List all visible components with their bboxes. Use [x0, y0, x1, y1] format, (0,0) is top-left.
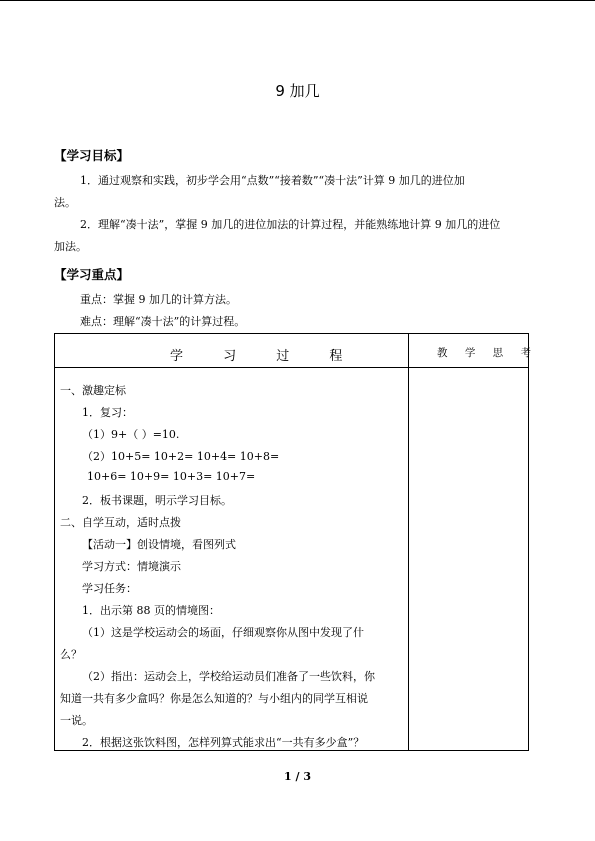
- table-line: 1．复习：: [82, 406, 133, 419]
- table-header-divider: [54, 367, 529, 368]
- table-line: 10+6= 10+9= 10+3= 10+7=: [87, 470, 256, 483]
- table-line: （2）指出：运动会上，学校给运动员们准备了一些饮料，你: [82, 670, 375, 683]
- table-line: （2）10+5= 10+2= 10+4= 10+8=: [82, 450, 280, 463]
- table-line: 一、激趣定标: [60, 384, 126, 397]
- difficulty-text: 难点：理解“凑十法”的计算过程。: [80, 315, 246, 328]
- top-border-line: [0, 0, 595, 1]
- table-line: （1）9+（ ）=10.: [82, 428, 180, 441]
- table-column-divider: [408, 333, 409, 751]
- table-line: 二、自学互动，适时点拨: [60, 516, 181, 529]
- page-number: 1 / 3: [284, 770, 311, 783]
- table-line: 知道一共有多少盒吗？你是怎么知道的？与小组内的同学互相说: [60, 692, 368, 705]
- page-title: 9 加几: [275, 82, 320, 100]
- goal-1-line-2: 法。: [54, 196, 76, 209]
- goals-heading: 【学习目标】: [54, 148, 130, 163]
- goal-1-line-1: 1．通过观察和实践，初步学会用“点数”“接着数”“凑十法”计算 9 加几的进位加: [80, 174, 465, 187]
- table-line: 学习方式：情境演示: [82, 560, 181, 573]
- goal-2-line-2: 加法。: [54, 240, 87, 253]
- table-line: 学习任务：: [82, 582, 137, 595]
- table-line: 一说。: [60, 714, 93, 727]
- table-line: （1）这是学校运动会的场面，仔细观察你从图中发现了什: [82, 626, 364, 639]
- table-line: 1．出示第 88 页的情境图：: [82, 604, 220, 617]
- keypoints-heading: 【学习重点】: [54, 267, 130, 282]
- table-line: 2．板书课题，明示学习目标。: [82, 494, 232, 507]
- column-header-reflection: 教 学 思 考: [437, 347, 539, 359]
- table-line: 么？: [60, 648, 82, 661]
- table-line: 【活动一】创设情境，看图列式: [82, 538, 236, 551]
- focus-text: 重点：掌握 9 加几的计算方法。: [80, 293, 237, 306]
- goal-2-line-1: 2．理解“凑十法”，掌握 9 加几的进位加法的计算过程，并能熟练地计算 9 加几的进位: [80, 218, 501, 231]
- column-header-process: 学 习 过 程: [170, 349, 361, 364]
- table-line: 2．根据这张饮料图，怎样列算式能求出“一共有多少盒”？: [82, 736, 365, 749]
